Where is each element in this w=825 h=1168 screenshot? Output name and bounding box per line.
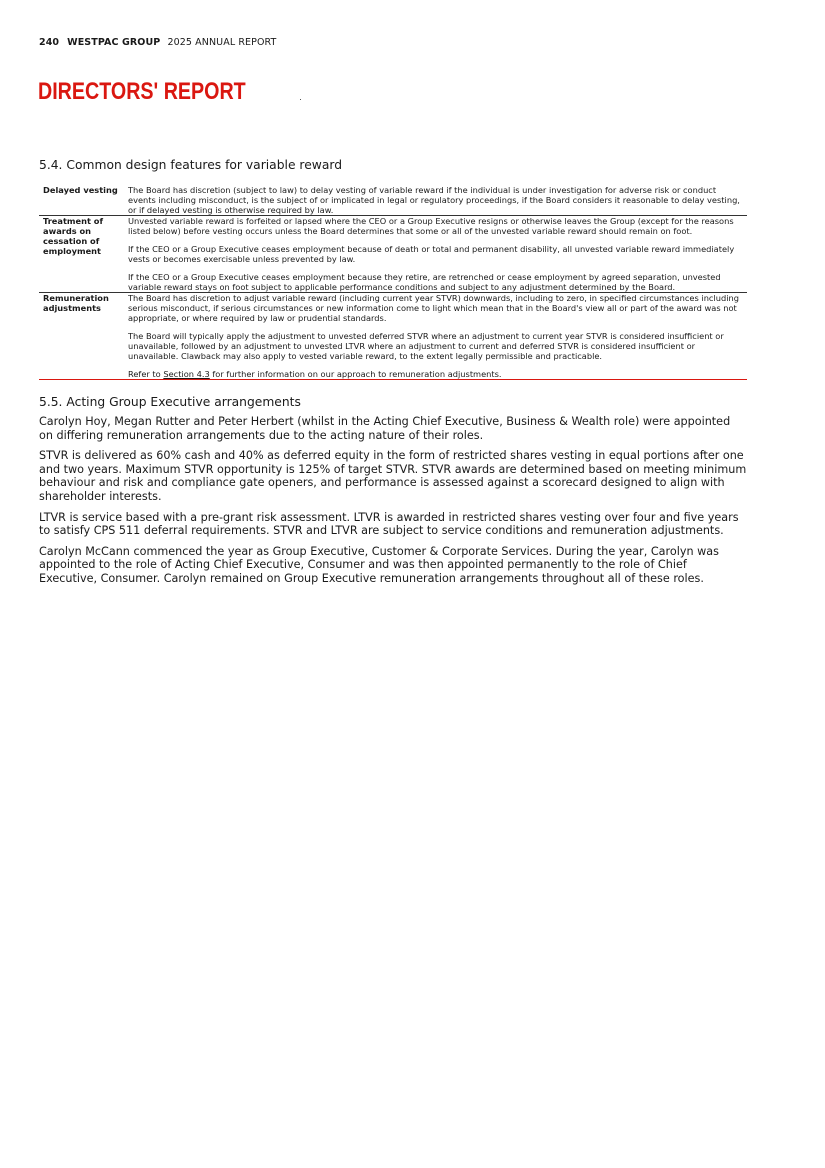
row-paragraph: If the CEO or a Group Executive ceases employment because they retire, are retrenched or cease employment by agreed separation, unvested variable reward stays on foot subject to applicable performance conditions and subject to any adjustment determined by the Board. [128,272,721,292]
main-content [39,157,747,593]
page-title: DIRECTORS' REPORT [38,78,246,105]
row-term: Delayed vesting [39,185,128,216]
table-row [39,216,747,293]
body-paragraph: STVR is delivered as 60% cash and 40% as deferred equity in the form of restricted shares vesting in equal portions after one and two years. Maximum STVR opportunity is 125% of target STVR. STVR awards are determined based on meeting minimum behaviour and risk and compliance gate openers, and performance is assessed against a scorecard designed to align with shareholder interests. [39,449,747,503]
section-4-3-link[interactable]: Section 4.3 [163,369,210,379]
body-paragraph: LTVR is service based with a pre-grant risk assessment. LTVR is awarded in restricted shares vesting over four and five years to satisfy CPS 511 deferral requirements. STVR and LTVR are subject to service conditions and remuneration adjustments. [39,510,739,538]
report-name: 2025 ANNUAL REPORT [167,37,277,48]
row-paragraph: The Board has discretion to adjust variable reward (including current year STVR) downwards, including to zero, in specified circumstances including serious misconduct, if serious circumstances or new information come to light which mean that in the Board's view all or part of the award was not appropriate, or where required by law or prudential standards. [128,293,739,323]
running-header [39,37,276,48]
section-heading-5-5: 5.5. Acting Group Executive arrangements [39,395,301,409]
row-paragraph: If the CEO or a Group Executive ceases employment because of death or total and permanent disability, all unvested variable reward immediately vests or becomes exercisable unless prevented by law. [128,244,735,264]
design-features-table [39,185,747,380]
row-description [128,216,747,293]
decorative-dot [300,99,301,100]
row-term: Remuneration adjustments [39,293,128,380]
row-paragraph: The Board has discretion (subject to law) to delay vesting of variable reward if the individual is under investigation for adverse risk or conduct events including misconduct, is the subject of or implicated in legal or regulatory proceedings, if the Board considers it reasonable to delay vesting, or if delayed vesting is otherwise required by law. [128,185,740,215]
ref-prefix: Refer to [128,369,164,379]
section-heading-5-4: 5.4. Common design features for variable reward [39,158,343,172]
row-description [128,185,747,216]
row-paragraph: The Board will typically apply the adjustment to unvested deferred STVR where an adjustment to current year STVR is considered insufficient or unavailable, followed by an adjustment to unvested LTVR where an adjustment to current and deferred STVR is considered insufficient or unavailable. Clawback may also apply to vested variable reward, to the extent legally permissible and practicable. [128,331,724,361]
table-row [39,185,747,216]
body-paragraph: Carolyn Hoy, Megan Rutter and Peter Herbert (whilst in the Acting Chief Executive, Business & Wealth role) were appointed on differing remuneration arrangements due to the acting nature of their roles. [39,415,731,442]
page-number: 240 [39,37,60,48]
row-reference [128,369,745,379]
body-paragraph: Carolyn McCann commenced the year as Group Executive, Customer & Corporate Services. During the year, Carolyn was appointed to the role of Acting Chief Executive, Consumer and was then appointed permanently to the role of Chief Executive, Consumer. Carolyn remained on Group Executive remuneration arrangements throughout all of these roles. [39,544,719,585]
row-description [128,293,747,380]
table-row [39,293,747,380]
brand-name: WESTPAC GROUP [67,37,161,48]
ref-suffix: for further information on our approach to remuneration adjustments. [209,369,502,379]
row-paragraph: Unvested variable reward is forfeited or lapsed where the CEO or a Group Executive resigns or otherwise leaves the Group (except for the reasons listed below) before vesting occurs unless the Board determines that some or all of the unvested variable reward should remain on foot. [128,216,734,236]
row-term: Treatment of awards on cessation of employment [39,216,128,293]
